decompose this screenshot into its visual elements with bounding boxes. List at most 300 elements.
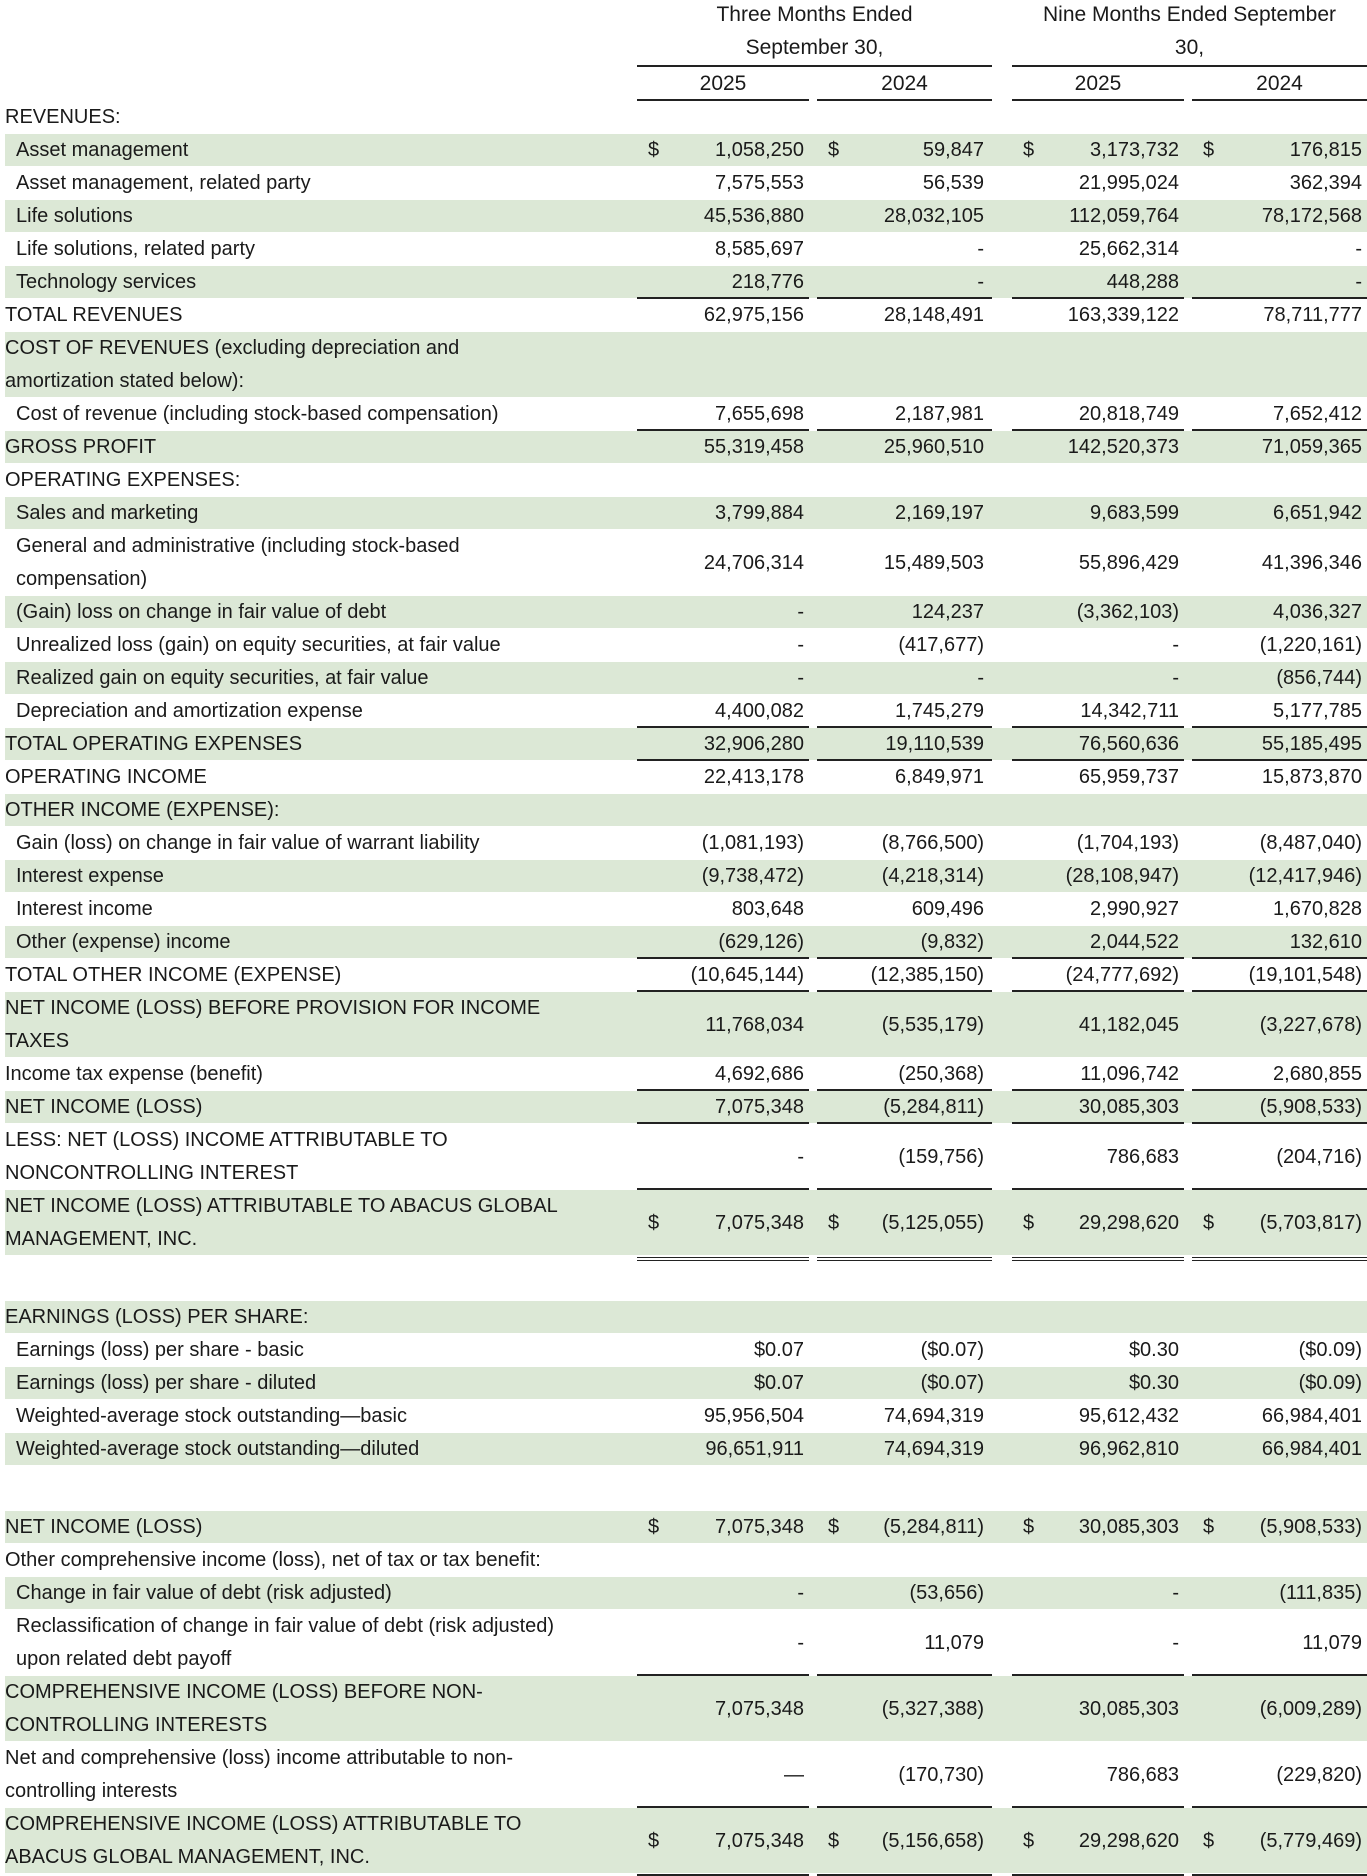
value-col-4: (5,908,533): [1259, 1516, 1362, 1538]
value-col-4: 55,185,495: [1261, 733, 1362, 755]
value-col-3: (3,362,103): [1076, 601, 1179, 623]
value-col-2: 28,148,491: [883, 304, 984, 326]
value-col-4: 15,873,870: [1261, 766, 1362, 788]
value-col-1: 62,975,156: [703, 304, 804, 326]
value-col-2: -: [977, 271, 984, 293]
value-col-3: (28,108,947): [1065, 865, 1179, 887]
subtotal-rule: [817, 1674, 992, 1676]
value-col-1: 7,075,348: [715, 1516, 804, 1538]
row-general-and-administrative-including-stock-based: [5, 530, 1367, 596]
value-col-4: (19,101,548): [1248, 964, 1362, 986]
year-header-q3-2025: 2025: [699, 72, 747, 95]
subtotal-rule: [637, 297, 809, 299]
value-col-4: 362,394: [1289, 172, 1362, 194]
row-cost-of-revenues-excluding-depreciation-and: [5, 332, 1367, 398]
row-label: TOTAL OPERATING EXPENSES: [5, 733, 303, 755]
row-less-net-loss-income-attributable-to: [5, 1124, 1367, 1190]
value-col-1: 1,058,250: [715, 139, 804, 161]
value-col-1: 22,413,178: [703, 766, 804, 788]
value-col-4: (5,703,817): [1259, 1212, 1362, 1234]
value-col-3: 786,683: [1106, 1764, 1179, 1786]
value-col-4: 132,610: [1289, 931, 1362, 953]
subtotal-rule: [637, 1674, 809, 1676]
value-col-4: 11,079: [1302, 1632, 1362, 1654]
value-col-4: (204,716): [1276, 1146, 1362, 1168]
value-col-3: 95,612,432: [1078, 1405, 1179, 1427]
nine-months-header-line1: Nine Months Ended September: [1042, 3, 1336, 26]
row-label: Life solutions: [16, 205, 133, 227]
value-col-3: 55,896,429: [1078, 552, 1179, 574]
subtotal-rule: [1192, 726, 1367, 728]
dollar-sign: $: [1203, 1516, 1215, 1538]
row-label-continued: ABACUS GLOBAL MANAGEMENT, INC.: [5, 1846, 370, 1868]
value-col-4: (3,227,678): [1259, 1014, 1362, 1036]
value-col-2: (5,327,388): [881, 1698, 984, 1720]
subtotal-rule: [817, 759, 992, 761]
row-label-continued: controlling interests: [5, 1780, 178, 1802]
value-col-1: -: [797, 1146, 804, 1168]
row-label: COMPREHENSIVE INCOME (LOSS) ATTRIBUTABLE TO: [5, 1813, 522, 1835]
row-earnings-loss-per-share-basic: [5, 1334, 1367, 1367]
row-label: Income tax expense (benefit): [5, 1063, 263, 1085]
row-change-in-fair-value-of-debt-risk-adjusted: [5, 1577, 1367, 1610]
value-col-3: $0.30: [1128, 1339, 1179, 1361]
subtotal-rule: [1192, 1674, 1367, 1676]
subtotal-rule: [1192, 1089, 1367, 1091]
total-rule: [817, 1257, 992, 1261]
subtotal-rule: [817, 1089, 992, 1091]
value-col-2: (9,832): [920, 931, 984, 953]
dollar-sign: $: [828, 1212, 840, 1234]
value-col-1: 32,906,280: [703, 733, 804, 755]
row-revenues: [5, 101, 1367, 134]
row-label-continued: MANAGEMENT, INC.: [5, 1228, 198, 1250]
value-col-2: 19,110,539: [885, 733, 984, 755]
row-cost-of-revenue-including-stock-based-compensation: [5, 398, 1367, 431]
value-col-3: 14,342,711: [1080, 700, 1179, 722]
value-col-1: -: [797, 1582, 804, 1604]
value-col-4: 66,984,401: [1261, 1438, 1362, 1460]
row-label: NET INCOME (LOSS) BEFORE PROVISION FOR INCOME: [5, 997, 541, 1019]
value-col-1: 7,075,348: [715, 1830, 804, 1852]
subtotal-rule: [1012, 1806, 1184, 1808]
value-col-1: 45,536,880: [703, 205, 804, 227]
value-col-4: 66,984,401: [1261, 1405, 1362, 1427]
value-col-4: 2,680,855: [1273, 1063, 1362, 1085]
row-gross-profit: [5, 431, 1367, 464]
value-col-2: (53,656): [909, 1582, 984, 1604]
value-col-4: 78,172,568: [1261, 205, 1362, 227]
value-col-2: (417,677): [898, 634, 984, 656]
subtotal-rule: [1192, 429, 1367, 431]
value-col-3: 142,520,373: [1067, 436, 1179, 458]
row-label: COST OF REVENUES (excluding depreciation and: [5, 337, 460, 359]
row-net-income-loss: [5, 1511, 1367, 1544]
value-col-1: 7,655,698: [715, 403, 804, 425]
value-col-1: -: [797, 601, 804, 623]
year-header-q3-2024: 2024: [881, 72, 928, 95]
subtotal-rule: [637, 957, 809, 959]
value-col-1: 4,400,082: [715, 700, 804, 722]
value-col-3: -: [1172, 1632, 1179, 1654]
dollar-sign: $: [648, 139, 660, 161]
row-label-continued: amortization stated below):: [5, 370, 245, 392]
value-col-4: 71,059,365: [1261, 436, 1362, 458]
row-weighted-average-stock-outstanding-basic: [5, 1400, 1367, 1433]
row-life-solutions: [5, 200, 1367, 233]
row-other-income-expense: [5, 794, 1367, 827]
value-col-2: 2,187,981: [895, 403, 984, 425]
value-col-3: 96,962,810: [1078, 1438, 1179, 1460]
row-label: OTHER INCOME (EXPENSE):: [5, 799, 280, 821]
value-col-1: 7,075,348: [715, 1212, 804, 1234]
three-months-header-line2: September 30,: [745, 36, 884, 59]
row-label: Unrealized loss (gain) on equity securities, at fair value: [16, 634, 501, 656]
value-col-1: 7,075,348: [715, 1698, 804, 1720]
value-col-3: (1,704,193): [1076, 832, 1179, 854]
row-label: NET INCOME (LOSS): [5, 1096, 203, 1118]
subtotal-rule: [817, 726, 992, 728]
value-col-2: (170,730): [898, 1764, 984, 1786]
value-col-2: 15,489,503: [883, 552, 984, 574]
subtotal-rule: [1192, 759, 1367, 761]
row-total-operating-expenses: [5, 728, 1367, 761]
dollar-sign: $: [1023, 1212, 1035, 1234]
value-col-1: 11,768,034: [705, 1014, 804, 1036]
value-col-2: 1,745,279: [895, 700, 984, 722]
value-col-4: (6,009,289): [1259, 1698, 1362, 1720]
value-col-3: 76,560,636: [1078, 733, 1179, 755]
row-comprehensive-income-loss-attributable-to: [5, 1808, 1367, 1874]
subtotal-rule: [817, 1188, 992, 1190]
value-col-3: (24,777,692): [1065, 964, 1179, 986]
value-col-2: (5,125,055): [881, 1212, 984, 1234]
subtotal-rule: [1012, 429, 1184, 431]
row-label: Depreciation and amortization expense: [16, 700, 363, 722]
dollar-sign: $: [828, 139, 840, 161]
value-col-1: 96,651,911: [705, 1438, 804, 1460]
row-label: TOTAL REVENUES: [5, 304, 183, 326]
dollar-sign: $: [1023, 1830, 1035, 1852]
row-label: Life solutions, related party: [16, 238, 256, 260]
value-col-3: 786,683: [1106, 1146, 1179, 1168]
value-col-4: 4,036,327: [1273, 601, 1362, 623]
row-label: Weighted-average stock outstanding—diluted: [16, 1438, 420, 1460]
value-col-4: 1,670,828: [1273, 898, 1362, 920]
value-col-1: 95,956,504: [703, 1405, 804, 1427]
row-net-income-loss-before-provision-for-income: [5, 992, 1367, 1058]
three-months-header-line1: Three Months Ended: [716, 3, 913, 26]
value-col-3: 11,096,742: [1080, 1063, 1179, 1085]
row-label: Reclassification of change in fair value of debt (risk adjusted): [16, 1615, 555, 1637]
dollar-sign: $: [1203, 1212, 1215, 1234]
subtotal-rule: [1192, 297, 1367, 299]
row-interest-expense: [5, 860, 1367, 893]
row-sales-and-marketing: [5, 497, 1367, 530]
row-label: Change in fair value of debt (risk adjusted): [16, 1582, 392, 1604]
value-col-1: -: [797, 1632, 804, 1654]
subtotal-rule: [817, 1122, 992, 1124]
row-life-solutions-related-party: [5, 233, 1367, 266]
value-col-3: 2,044,522: [1090, 931, 1179, 953]
dollar-sign: $: [1023, 1516, 1035, 1538]
subtotal-rule: [637, 1122, 809, 1124]
value-col-4: (1,220,161): [1259, 634, 1362, 656]
value-col-2: (8,766,500): [881, 832, 984, 854]
value-col-3: 25,662,314: [1078, 238, 1179, 260]
value-col-2: ($0.07): [920, 1372, 984, 1394]
row-label: Interest income: [16, 898, 153, 920]
value-col-3: 29,298,620: [1078, 1212, 1179, 1234]
row-label: Other comprehensive income (loss), net of tax or tax benefit:: [5, 1549, 541, 1571]
value-col-1: $0.07: [753, 1372, 804, 1394]
value-col-4: (111,835): [1279, 1582, 1362, 1604]
subtotal-rule: [1012, 759, 1184, 761]
value-col-1: 7,575,553: [715, 172, 804, 194]
row-comprehensive-income-loss-before-non: [5, 1676, 1367, 1742]
value-col-1: 24,706,314: [703, 552, 804, 574]
value-col-4: ($0.09): [1298, 1339, 1362, 1361]
row-depreciation-and-amortization-expense: [5, 695, 1367, 728]
value-col-2: 28,032,105: [883, 205, 984, 227]
value-col-2: ($0.07): [920, 1339, 984, 1361]
row-label-continued: TAXES: [5, 1030, 70, 1052]
total-rule: [1192, 1257, 1367, 1261]
row-label: Realized gain on equity securities, at fair value: [16, 667, 429, 689]
value-col-3: 65,959,737: [1078, 766, 1179, 788]
dollar-sign: $: [1203, 139, 1215, 161]
value-col-4: 5,177,785: [1273, 700, 1362, 722]
row-label: General and administrative (including stock-based: [16, 535, 460, 557]
dollar-sign: $: [648, 1516, 660, 1538]
row-label: Earnings (loss) per share - diluted: [16, 1372, 317, 1394]
row-income-tax-expense-benefit: [5, 1058, 1367, 1091]
value-col-3: 2,990,927: [1090, 898, 1179, 920]
subtotal-rule: [817, 1806, 992, 1808]
subtotal-rule: [817, 957, 992, 959]
subtotal-rule: [637, 1089, 809, 1091]
row-label: Net and comprehensive (loss) income attributable to non-: [5, 1747, 514, 1769]
value-col-2: (5,535,179): [881, 1014, 984, 1036]
dollar-sign: $: [648, 1212, 660, 1234]
row-technology-services: [5, 266, 1367, 299]
row-label: Weighted-average stock outstanding—basic: [16, 1405, 407, 1427]
value-col-3: -: [1172, 634, 1179, 656]
row-label: Asset management: [16, 139, 189, 161]
value-col-3: 41,182,045: [1078, 1014, 1179, 1036]
value-col-2: 11,079: [924, 1632, 984, 1654]
row-earnings-loss-per-share-diluted: [5, 1367, 1367, 1400]
value-col-1: 4,692,686: [715, 1063, 804, 1085]
row-label: Interest expense: [16, 865, 164, 887]
subtotal-rule: [637, 429, 809, 431]
value-col-3: 21,995,024: [1078, 172, 1179, 194]
subtotal-rule: [637, 1806, 809, 1808]
value-col-1: (629,126): [718, 931, 804, 953]
value-col-2: (5,284,811): [883, 1516, 984, 1538]
subtotal-rule: [817, 297, 992, 299]
subtotal-rule: [1012, 297, 1184, 299]
row-gain-loss-on-change-in-fair-value-of-debt: [5, 596, 1367, 629]
subtotal-rule: [817, 429, 992, 431]
row-net-and-comprehensive-loss-income-attributable-to-non: [5, 1742, 1367, 1808]
total-rule: [1012, 1257, 1184, 1261]
value-col-4: 7,652,412: [1273, 403, 1362, 425]
row-asset-management-related-party: [5, 167, 1367, 200]
subtotal-rule: [1012, 990, 1184, 992]
value-col-1: —: [784, 1764, 804, 1786]
value-col-2: 25,960,510: [883, 436, 984, 458]
row-operating-expenses: [5, 464, 1367, 497]
subtotal-rule: [637, 759, 809, 761]
row-net-income-loss-attributable-to-abacus-global: [5, 1190, 1367, 1256]
dollar-sign: $: [648, 1830, 660, 1852]
row-label: Sales and marketing: [16, 502, 199, 524]
row-reclassification-of-change-in-fair-value-of-debt-risk-adjusted: [5, 1610, 1367, 1676]
row-total-other-income-expense: [5, 959, 1367, 992]
value-col-4: 78,711,777: [1263, 304, 1362, 326]
subtotal-rule: [1192, 1806, 1367, 1808]
row-label: NET INCOME (LOSS) ATTRIBUTABLE TO ABACUS GLOBAL: [5, 1195, 558, 1217]
value-col-1: -: [797, 667, 804, 689]
value-col-3: 163,339,122: [1067, 304, 1179, 326]
value-col-3: 29,298,620: [1078, 1830, 1179, 1852]
value-col-3: 30,085,303: [1078, 1096, 1179, 1118]
value-col-1: 7,075,348: [715, 1096, 804, 1118]
row-label: OPERATING INCOME: [5, 766, 207, 788]
value-col-4: (5,779,469): [1259, 1830, 1362, 1852]
subtotal-rule: [1012, 1674, 1184, 1676]
row-label: NET INCOME (LOSS): [5, 1516, 203, 1538]
value-col-3: 30,085,303: [1078, 1698, 1179, 1720]
year-header-ytd-2024: 2024: [1256, 72, 1303, 95]
row-label: (Gain) loss on change in fair value of debt: [16, 601, 387, 623]
value-col-4: 6,651,942: [1273, 502, 1362, 524]
row-weighted-average-stock-outstanding-diluted: [5, 1433, 1367, 1466]
row-label: GROSS PROFIT: [5, 436, 157, 458]
row-label: EARNINGS (LOSS) PER SHARE:: [5, 1306, 309, 1328]
subtotal-rule: [1192, 957, 1367, 959]
row-other-expense-income: [5, 926, 1367, 959]
subtotal-rule: [817, 990, 992, 992]
value-col-2: 2,169,197: [895, 502, 984, 524]
subtotal-rule: [637, 726, 809, 728]
row-label: COMPREHENSIVE INCOME (LOSS) BEFORE NON-: [5, 1681, 483, 1703]
subtotal-rule: [1012, 1089, 1184, 1091]
value-col-4: (5,908,533): [1259, 1096, 1362, 1118]
subtotal-rule: [1012, 1122, 1184, 1124]
value-col-2: (12,385,150): [870, 964, 984, 986]
row-asset-management: [5, 134, 1367, 167]
value-col-2: 609,496: [911, 898, 984, 920]
subtotal-rule: [1012, 726, 1184, 728]
year-header-ytd-2025: 2025: [1074, 72, 1122, 95]
value-col-3: 112,059,764: [1069, 205, 1179, 227]
row-label: LESS: NET (LOSS) INCOME ATTRIBUTABLE TO: [5, 1129, 448, 1151]
value-col-1: 3,799,884: [715, 502, 804, 524]
subtotal-rule: [1192, 1122, 1367, 1124]
row-label: Cost of revenue (including stock-based compensation): [16, 403, 499, 425]
subtotal-rule: [1012, 957, 1184, 959]
subtotal-rule: [637, 990, 809, 992]
row-label: Technology services: [16, 271, 197, 293]
row-gain-loss-on-change-in-fair-value-of-warrant-liability: [5, 827, 1367, 860]
value-col-4: (12,417,946): [1248, 865, 1362, 887]
value-col-4: -: [1355, 271, 1362, 293]
row-label-continued: NONCONTROLLING INTEREST: [5, 1162, 299, 1184]
value-col-3: 3,173,732: [1090, 139, 1179, 161]
row-label-continued: upon related debt payoff: [16, 1648, 232, 1670]
row-earnings-loss-per-share: [5, 1301, 1367, 1334]
nine-months-header-line2: 30,: [1174, 36, 1205, 59]
value-col-4: 176,815: [1289, 139, 1362, 161]
row-label: Earnings (loss) per share - basic: [16, 1339, 304, 1361]
value-col-4: (856,744): [1276, 667, 1362, 689]
value-col-3: $0.30: [1128, 1372, 1179, 1394]
value-col-1: $0.07: [753, 1339, 804, 1361]
dollar-sign: $: [1203, 1830, 1215, 1852]
value-col-3: 20,818,749: [1078, 403, 1179, 425]
row-label: OPERATING EXPENSES:: [5, 469, 241, 491]
row-realized-gain-on-equity-securities-at-fair-value: [5, 662, 1367, 695]
row-label: REVENUES:: [5, 106, 121, 128]
value-col-2: (159,756): [898, 1146, 984, 1168]
value-col-2: 74,694,319: [883, 1405, 984, 1427]
value-col-1: (1,081,193): [701, 832, 804, 854]
value-col-3: -: [1172, 1582, 1179, 1604]
value-col-3: 448,288: [1106, 271, 1179, 293]
row-label-continued: CONTROLLING INTERESTS: [5, 1714, 268, 1736]
dollar-sign: $: [1023, 139, 1035, 161]
value-col-4: (8,487,040): [1259, 832, 1362, 854]
row-interest-income: [5, 893, 1367, 926]
row-operating-income: [5, 761, 1367, 794]
value-col-1: 8,585,697: [715, 238, 804, 260]
subtotal-rule: [1012, 1188, 1184, 1190]
row-label: TOTAL OTHER INCOME (EXPENSE): [5, 964, 342, 986]
subtotal-rule: [1192, 990, 1367, 992]
dollar-sign: $: [828, 1830, 840, 1852]
row-label: Gain (loss) on change in fair value of warrant liability: [16, 832, 480, 854]
dollar-sign: $: [828, 1516, 840, 1538]
value-col-2: 56,539: [922, 172, 984, 194]
row-unrealized-loss-gain-on-equity-securities-at-fair-value: [5, 629, 1367, 662]
row-other-comprehensive-income-loss-net-of-tax-or-tax-benefit: [5, 1544, 1367, 1577]
subtotal-rule: [637, 1188, 809, 1190]
value-col-1: 55,319,458: [703, 436, 804, 458]
value-col-2: 124,237: [911, 601, 984, 623]
value-col-2: 59,847: [922, 139, 984, 161]
value-col-4: -: [1355, 238, 1362, 260]
value-col-2: -: [977, 667, 984, 689]
value-col-3: -: [1172, 667, 1179, 689]
row-net-income-loss: [5, 1091, 1367, 1124]
value-col-4: (229,820): [1276, 1764, 1362, 1786]
value-col-2: 74,694,319: [883, 1438, 984, 1460]
value-col-2: (5,284,811): [883, 1096, 984, 1118]
value-col-2: 6,849,971: [895, 766, 984, 788]
value-col-3: 30,085,303: [1078, 1516, 1179, 1538]
value-col-2: (5,156,658): [881, 1830, 984, 1852]
value-col-2: (250,368): [898, 1063, 984, 1085]
value-col-2: -: [977, 238, 984, 260]
value-col-1: (9,738,472): [701, 865, 804, 887]
value-col-4: 41,396,346: [1261, 552, 1362, 574]
value-col-1: -: [797, 634, 804, 656]
subtotal-rule: [1192, 1188, 1367, 1190]
row-label: Other (expense) income: [16, 931, 231, 953]
value-col-1: 803,648: [731, 898, 804, 920]
